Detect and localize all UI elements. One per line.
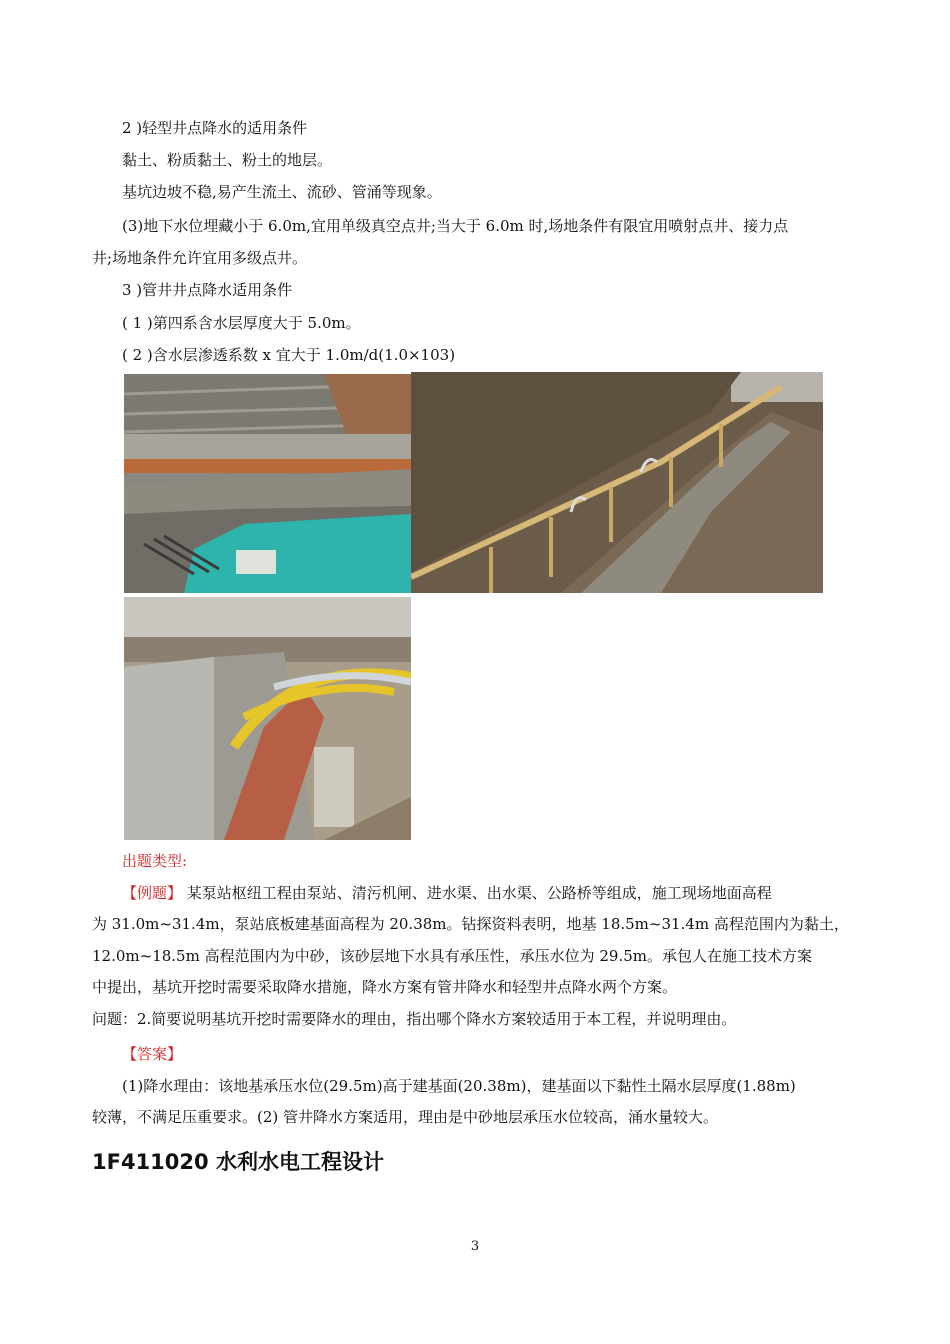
example-line4: 中提出，基坑开挖时需要采取降水措施，降水方案有管井降水和轻型井点降水两个方案。 — [92, 978, 678, 996]
example-tag: 【例题】 — [122, 884, 183, 902]
answer-line2: 较薄，不满足压重要求。(2) 管井降水方案适用，理由是中砂地层承压水位较高，涌水量较大。 — [92, 1108, 719, 1126]
question-line: 问题：2.简要说明基坑开挖时需要降水的理由，指出哪个降水方案较适用于本工程，并说明理由。 — [92, 1010, 737, 1028]
example-text: 某泵站枢纽工程由泵站、清污机闸、进水渠、出水渠、公路桥等组成，施工现场地面高程 — [186, 884, 772, 902]
para-slope-instability: 基坑边坡不稳,易产生流土、流砂、管涌等现象。 — [122, 183, 442, 201]
section-heading: 1F411020 水利水电工程设计 — [92, 1150, 384, 1174]
para-tube-well-title: 3 )管井井点降水适用条件 — [122, 281, 293, 299]
para-water-level-line1: (3)地下水位埋藏小于 6.0m,宜用单级真空点井;当大于 6.0m 时,场地条件有限宜用喷射点井、接力点 — [122, 217, 789, 235]
example-line3: 12.0m~18.5m 高程范围内为中砂，该砂层地下水具有承压性，承压水位为 29.5m。承包人在施工技术方案 — [92, 947, 812, 965]
page-number: 3 — [470, 1239, 480, 1254]
para-light-wellpoint-title: 2 )轻型井点降水的适用条件 — [122, 119, 308, 137]
photo-wellpoint-trench — [411, 372, 823, 593]
para-water-level-line2: 井;场地条件允许宜用多级点井。 — [92, 249, 308, 267]
answer-tag: 【答案】 — [122, 1045, 183, 1063]
question-type-label: 出题类型: — [122, 852, 188, 870]
para-aquifer-thickness: ( 1 )第四系含水层厚度大于 5.0m。 — [122, 314, 361, 332]
answer-line1: (1)降水理由：该地基承压水位(29.5m)高于建基面(20.38m)，建基面以下黏性土隔水层厚度(1.88m) — [122, 1077, 796, 1095]
photo-excavation-pit — [124, 374, 411, 593]
example-line2: 为 31.0m~31.4m，泵站底板建基面高程为 20.38m。钻探资料表明，地基 18.5m~31.4m 高程范围内为黏土， — [92, 915, 849, 933]
para-permeability: ( 2 )含水层渗透系数 x 宜大于 1.0m/d(1.0×103) — [122, 346, 456, 364]
example-line1 — [122, 883, 772, 903]
photo-pump-pipes — [124, 597, 411, 840]
para-soil-types: 黏土、粉质黏土、粉土的地层。 — [122, 151, 333, 169]
